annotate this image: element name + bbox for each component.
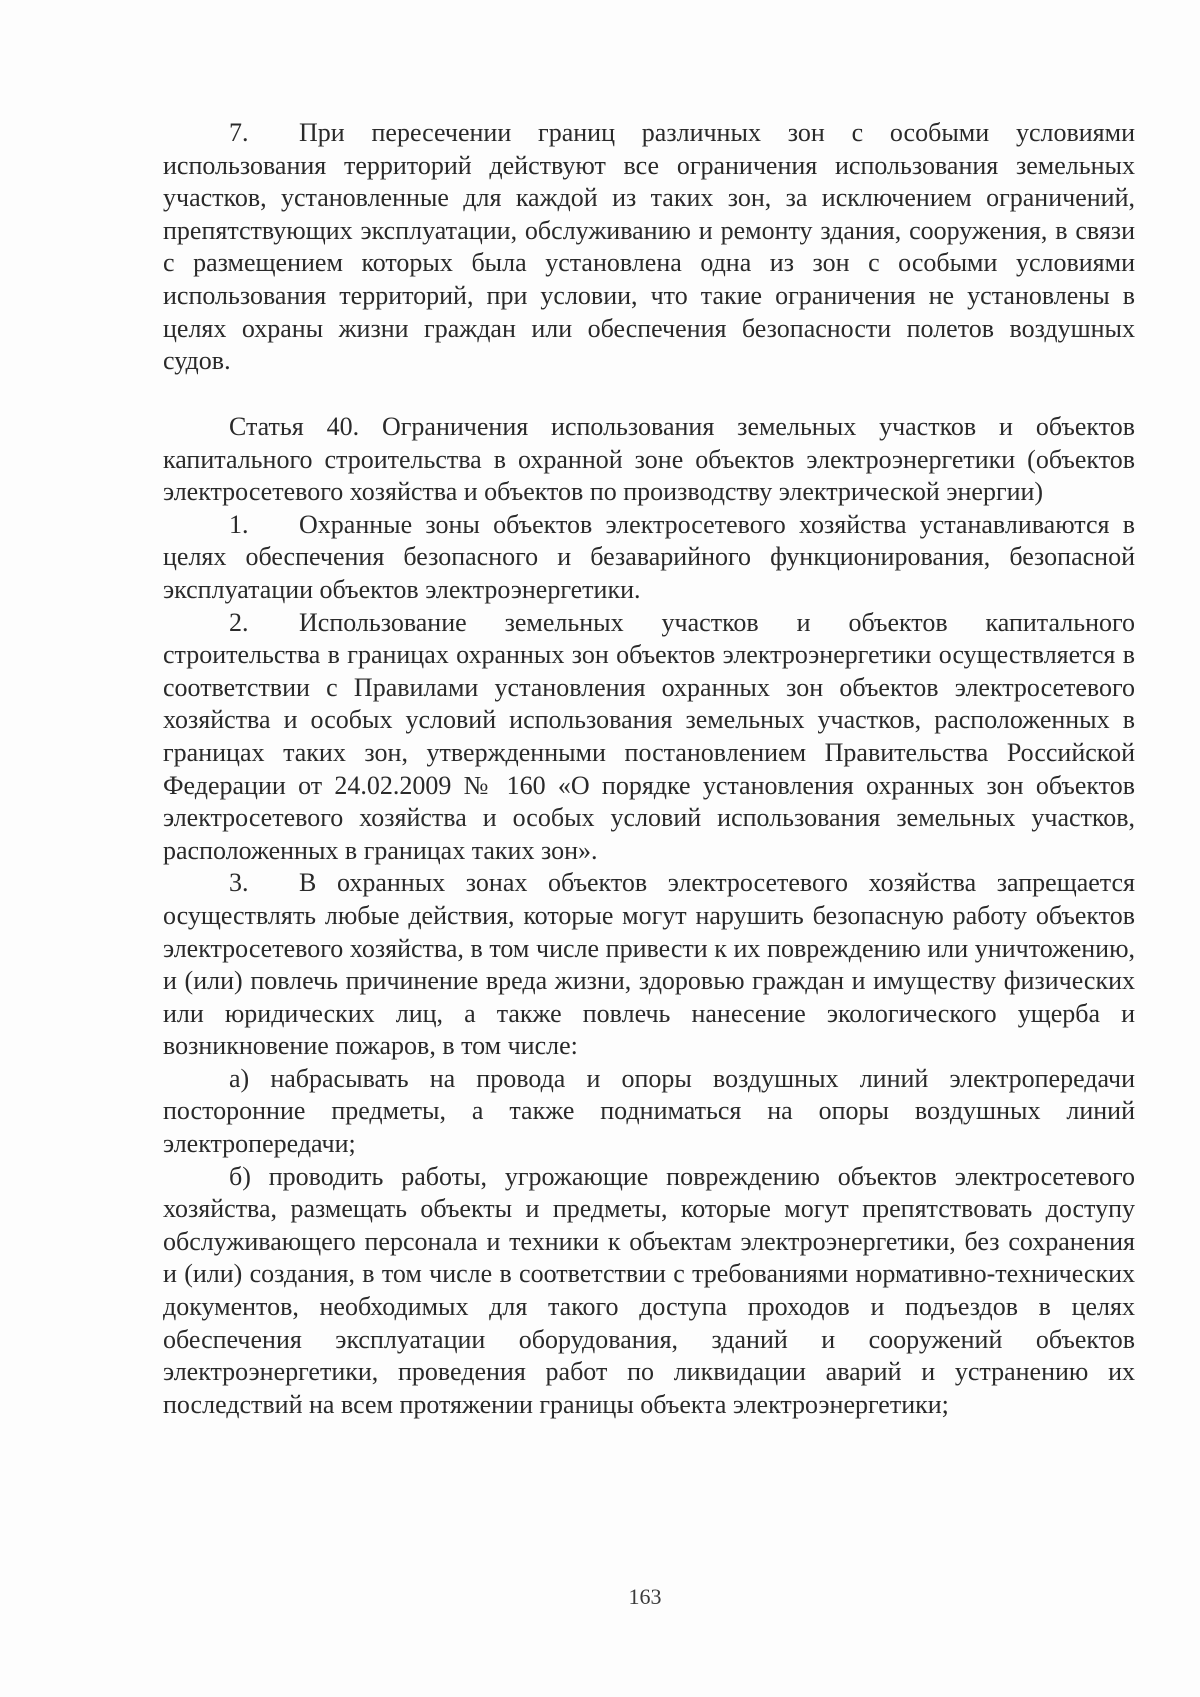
article-40-clause-2 — [163, 607, 1135, 868]
page-number: 163 — [628, 1584, 662, 1609]
article-40-clause-1 — [163, 509, 1135, 607]
clause-7 — [163, 117, 1135, 378]
clause-7-text: При пересечении границ различных зон с особыми условиями использования территорий действуют все ограничения использования земельных участков, установленные для каждой из таких зон, за исключением ограничений, препятствующих эксплуатации, обслуживанию и ремонту здания, сооружения, в связи с размещением которых была установлена одна из зон с особыми условиями использования территорий, при условии, что такие ограничения не установлены в целях охраны жизни граждан или обеспечения безопасности полетов воздушных судов. — [163, 118, 1135, 376]
clause-text: Использование земельных участков и объектов капитального строительства в границах охранных зон объектов электроэнергетики осуществляется в соответствии с Правилами установления охранных зон объектов электросетевого хозяйства и особых условий использования земельных участков, расположенных в границах таких зон, утвержденными постановлением Правительства Российской Федерации от 24.02.2009 № 160 «О порядке установления охранных зон объектов электросетевого хозяйства и особых условий использования земельных участков, расположенных в границах таких зон». — [163, 607, 1135, 865]
clause-number: 3. — [229, 868, 249, 898]
clause-7-block — [163, 117, 1135, 378]
clause-text: Охранные зоны объектов электросетевого хозяйства устанавливаются в целях обеспечения безопасного и безаварийного функционирования, безопасной эксплуатации объектов электроэнергетики. — [163, 509, 1135, 604]
article-40-clause-3 — [163, 867, 1135, 1063]
clause-number: 2. — [229, 607, 249, 637]
subitem-b: б) проводить работы, угрожающие повреждению объектов электросетевого хозяйства, размещать объекты и предметы, которые могут препятствовать доступу обслуживающего персонала и техники к объектам электроэнергетики, без сохранения и (или) создания, в том числе в соответствии с требованиями нормативно-технических документов, необходимых для такого доступа проходов и подъездов в целях обеспечения эксплуатации оборудования, зданий и сооружений объектов электроэнергетики, проведения работ по ликвидации аварий и устранению их последствий на всем протяжении границы объекта электроэнергетики; — [163, 1161, 1135, 1419]
clause-text: В охранных зонах объектов электросетевого хозяйства запрещается осуществлять любые действия, которые могут нарушить безопасную работу объектов электросетевого хозяйства, в том числе привести к их повреждению или уничтожению, и (или) повлечь причинение вреда жизни, здоровью граждан и имуществу физических или юридических лиц, а также повлечь нанесение экологического ущерба и возникновение пожаров, в том числе: — [163, 868, 1135, 1061]
article-40-heading: Статья 40. Ограничения использования земельных участков и объектов капитального строительства в охранной зоне объектов электроэнергетики (объектов электросетевого хозяйства и объектов по производству электрической энергии) — [163, 412, 1135, 507]
subitem-a: а) набрасывать на провода и опоры воздушных линий электропередачи посторонние предметы, а также подниматься на опоры воздушных линий электропередачи; — [163, 1063, 1135, 1159]
article-40-block — [163, 411, 1135, 1421]
clause-number: 1. — [229, 509, 249, 539]
clause-7-number: 7. — [229, 118, 249, 147]
